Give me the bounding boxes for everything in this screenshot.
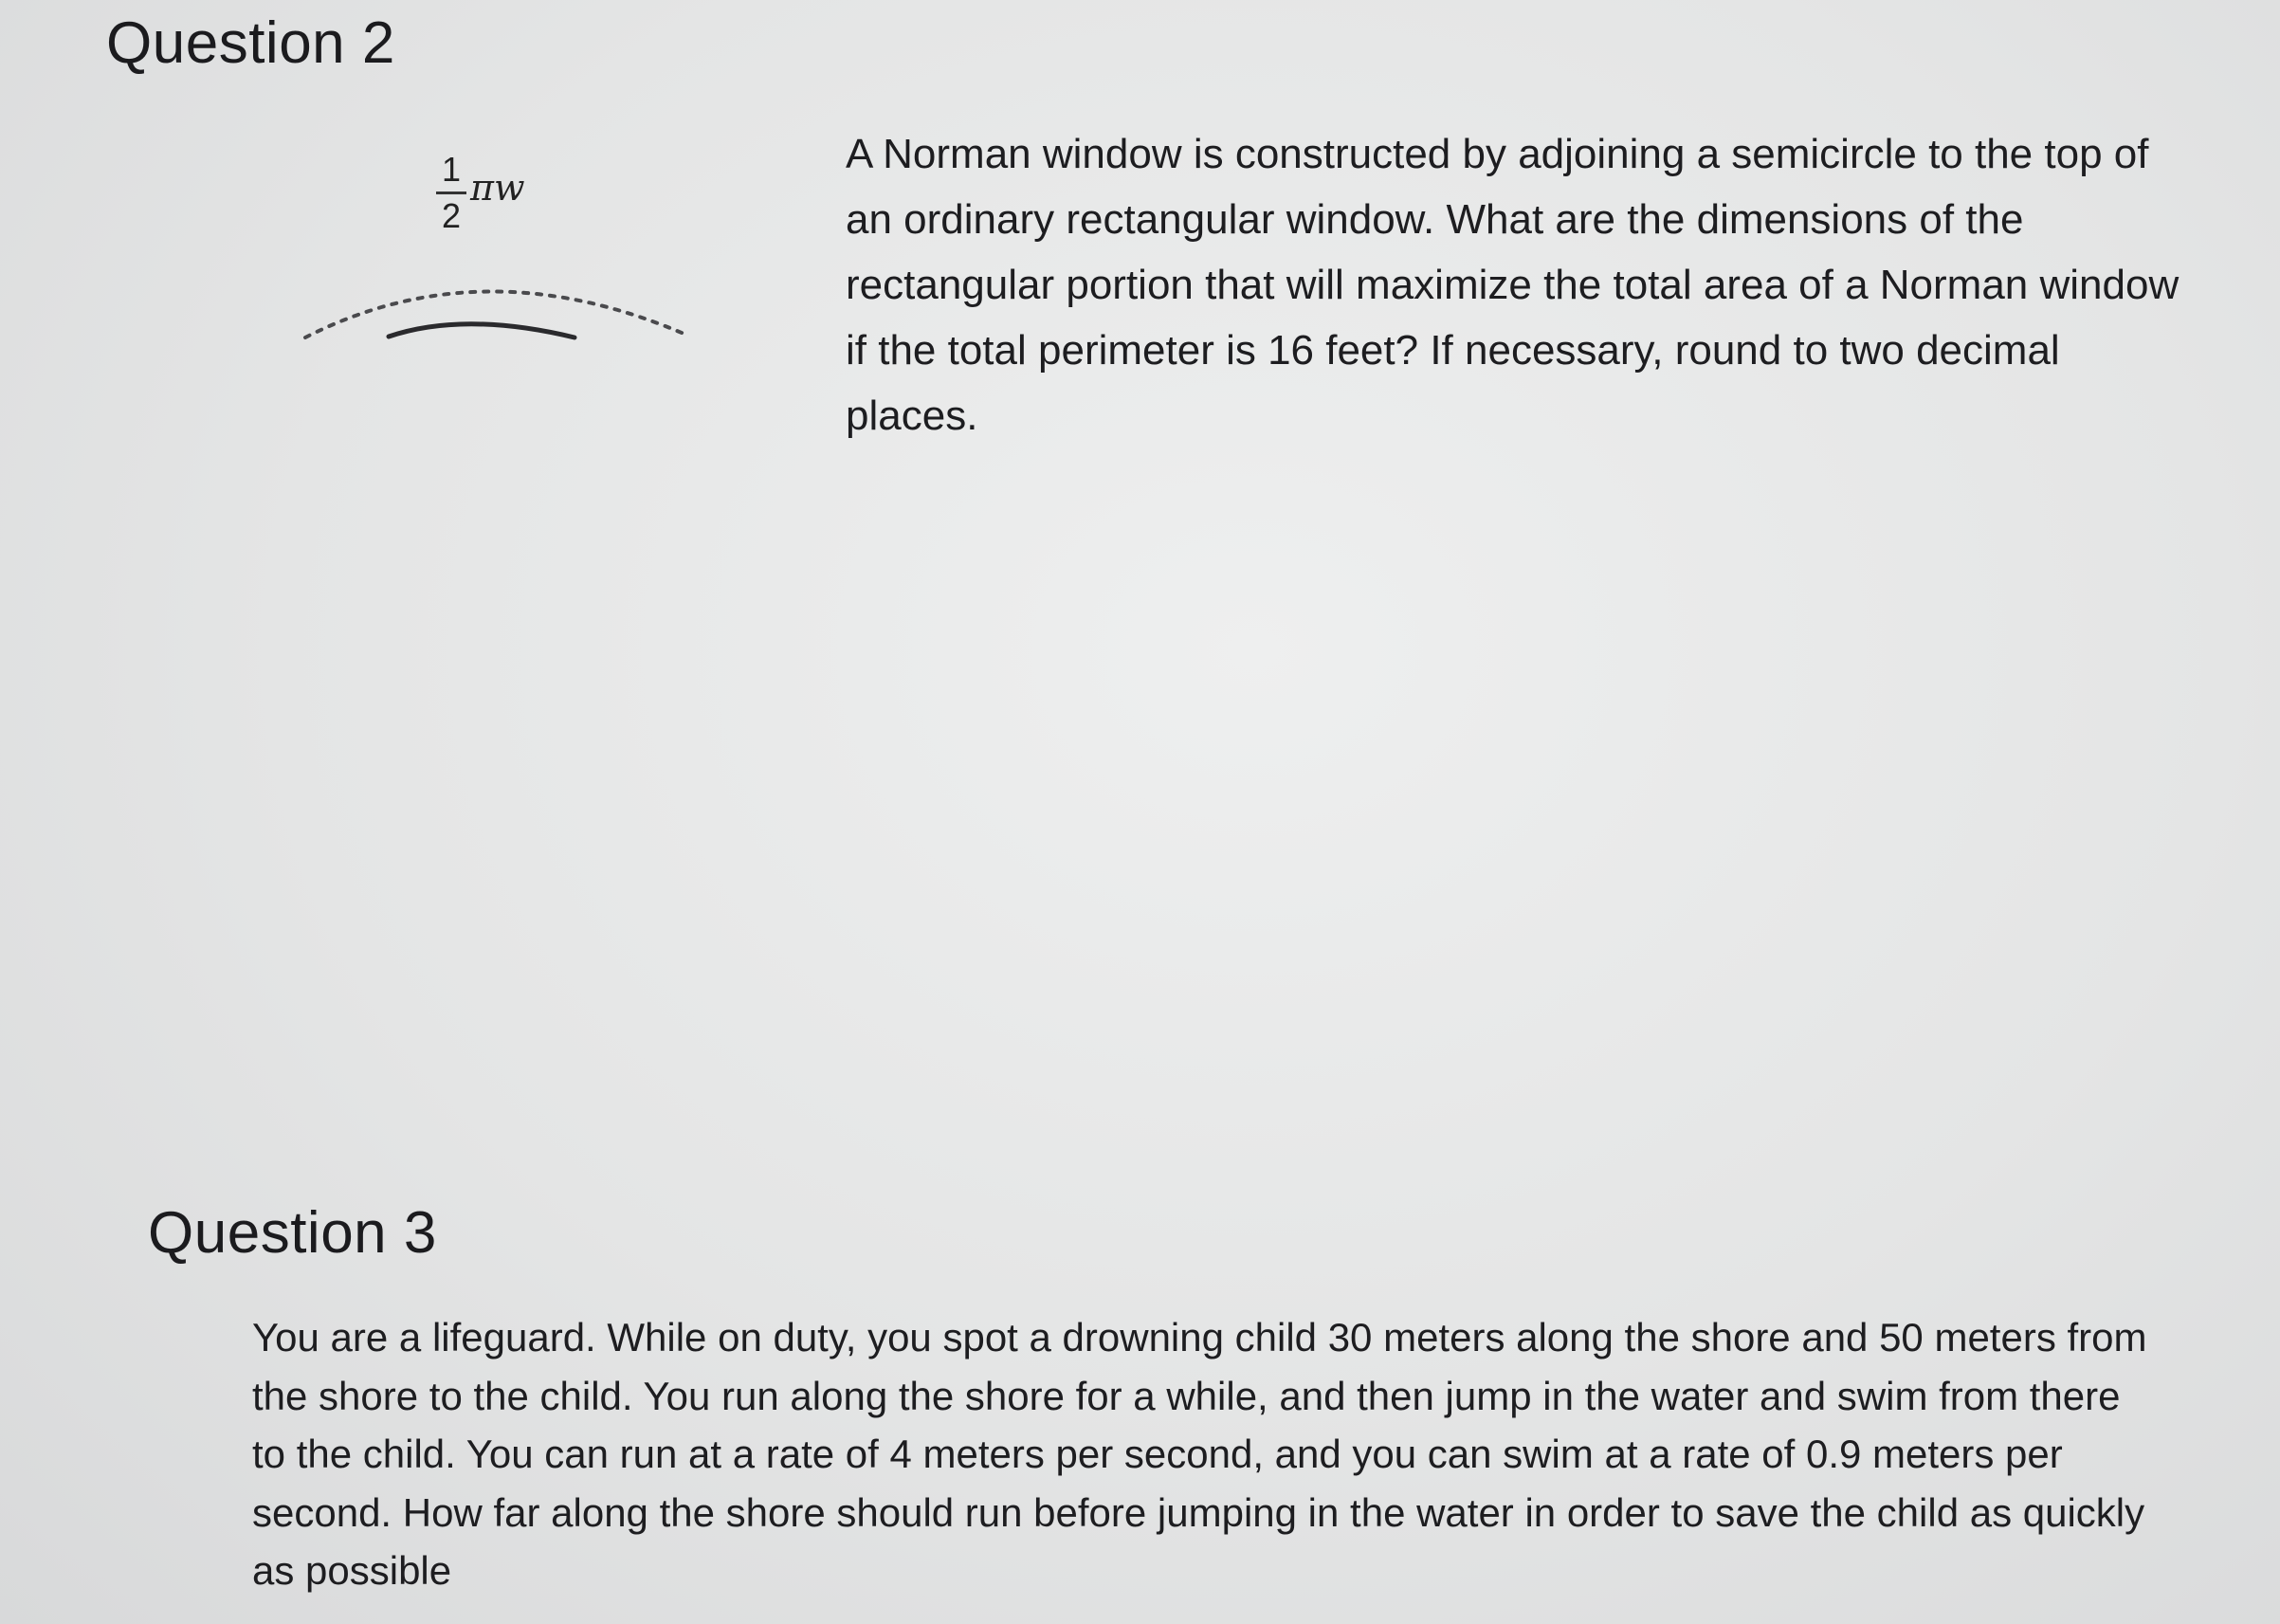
arc-length-label bbox=[436, 150, 525, 236]
question-3-text: You are a lifeguard. While on duty, you spot a drowning child 30 meters along the shore and 50 meters from the shore to the child. You run along the shore for a while, and then jump in the water and swim from there to the child. You can run at a rate of 4 meters per second, and you can swim at a rate of 0.9 meters per second. How far along the shore should run before jumping in the water in order to save the child as quickly as possible bbox=[252, 1315, 2147, 1593]
fraction-numerator: 1 bbox=[441, 150, 462, 189]
fraction-one-half bbox=[436, 150, 466, 236]
question-2-text: A Norman window is constructed by adjoining a semicircle to the top of an ordinary rectangular window. What are the dimensions of the rectangular portion that will maximize the total area of a Norman window if the total perimeter is 16 feet? If necessary, round to two decimal places. bbox=[846, 131, 2180, 439]
solid-inner-arc bbox=[389, 324, 575, 338]
question-3-heading: Question 3 bbox=[148, 1200, 437, 1266]
pi-w-symbol: πw bbox=[470, 166, 525, 209]
question-2-heading: Question 2 bbox=[106, 10, 395, 76]
fraction-denominator: 2 bbox=[441, 196, 462, 235]
fraction-bar bbox=[436, 192, 466, 194]
norman-window-figure bbox=[294, 142, 711, 370]
dotted-semicircle-arc bbox=[305, 291, 688, 338]
